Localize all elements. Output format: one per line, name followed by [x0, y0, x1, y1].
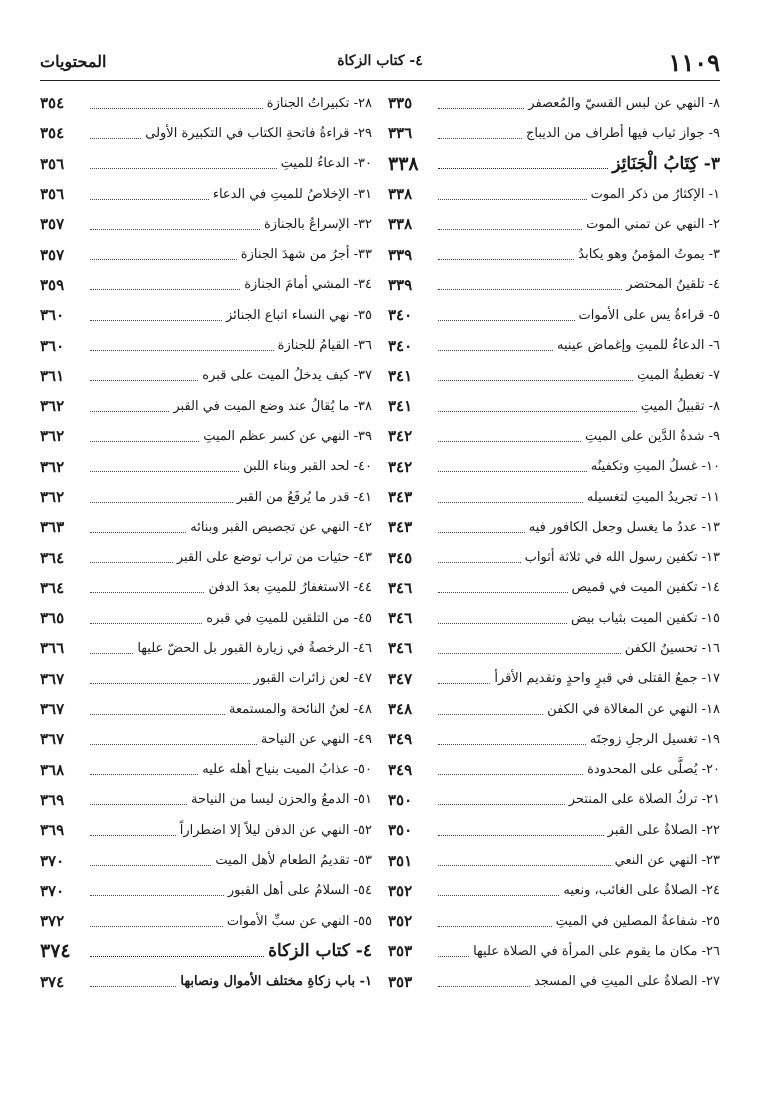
toc-entry-title: ٢٠- يُصلَّى على المحدودة — [587, 762, 720, 778]
toc-entry-title: ١٧- جمعُ القتلى في قبرٍ واحدٍ وتقديم الأقرأ — [494, 671, 720, 687]
toc-entry — [388, 633, 720, 663]
toc-entry-page: ٣٣٨ — [388, 152, 419, 175]
toc-entry-title: ٥- قراءةُ يس على الأموات — [578, 307, 720, 323]
dot-leader — [438, 804, 565, 805]
running-section-title: المحتويات — [40, 52, 107, 71]
toc-entry — [388, 967, 720, 997]
toc-entry — [40, 815, 372, 845]
toc-entry — [40, 118, 372, 148]
dot-leader — [90, 623, 202, 624]
dot-leader — [438, 562, 521, 563]
toc-entry-page: ٣٦٧ — [40, 700, 65, 719]
dot-leader — [438, 623, 567, 624]
toc-entry — [388, 906, 720, 936]
toc-entry — [388, 845, 720, 875]
toc-entry-title: ٤٧- لعن زائرات القبور — [253, 671, 372, 687]
toc-entry — [40, 573, 372, 603]
toc-entry-title: ١٤- تكفين الميت في قميص — [571, 580, 720, 596]
toc-entry-page: ٣٦٦ — [40, 639, 65, 658]
toc-entry-page: ٣٦٨ — [40, 760, 65, 779]
toc-entry — [388, 482, 720, 512]
toc-entry-page: ٣٤٢ — [388, 427, 413, 446]
toc-entry-title: ٤٤- الاستغفارُ للميتِ بعدَ الدفن — [208, 580, 372, 596]
toc-entry — [388, 391, 720, 421]
toc-entry — [40, 755, 372, 785]
toc-entry-title: ٢٦- مكان ما يقوم على المرأة في الصلاة عليها — [473, 943, 720, 959]
dot-leader — [438, 744, 586, 745]
toc-entry-title: ٤١- قدر ما يُرفَعُ من القبر — [236, 489, 372, 505]
dot-leader — [438, 350, 553, 351]
toc-entry — [388, 936, 720, 966]
toc-entry-title: ٣٢- الإسراعُ بالجنازة — [264, 216, 372, 232]
toc-entry-page: ٣٤٦ — [388, 578, 413, 597]
toc-entry-page: ٣٧٢ — [40, 912, 65, 931]
toc-entry-title: ٢٥- شفاعةُ المصلين في الميتِ — [555, 913, 720, 929]
dot-leader — [90, 471, 239, 472]
dot-leader — [438, 380, 633, 381]
dot-leader — [90, 502, 233, 503]
toc-entry — [388, 361, 720, 391]
dot-leader — [90, 562, 173, 563]
dot-leader — [438, 108, 524, 109]
dot-leader — [438, 259, 574, 260]
toc-entry-title: ٨- النهي عن لبس القسيّ والمُعصفر — [528, 95, 720, 111]
toc-entry-title: ٣٣- أجرُ من شهدَ الجنازة — [240, 247, 372, 263]
dot-leader — [90, 865, 211, 866]
page-header — [40, 48, 720, 80]
toc-entry-page: ٣٣٥ — [388, 94, 413, 113]
toc-entry — [388, 876, 720, 906]
toc-entry-page: ٣٤٠ — [388, 306, 413, 325]
toc-entry-title: ٢- النهي عن تمني الموت — [586, 216, 720, 232]
toc-entry — [388, 300, 720, 330]
toc-entry — [40, 906, 372, 936]
toc-entry — [40, 239, 372, 269]
toc-entry-page: ٣٣٩ — [388, 245, 413, 264]
toc-chapter-heading — [40, 936, 372, 966]
toc-column-left — [40, 88, 372, 997]
toc-entry — [40, 209, 372, 239]
toc-entry-page: ٣٦٣ — [40, 518, 65, 537]
toc-entry-page: ٣٧٤ — [40, 940, 71, 963]
toc-entry — [40, 603, 372, 633]
header-rule — [40, 80, 720, 81]
dot-leader — [90, 411, 169, 412]
dot-leader — [438, 199, 587, 200]
dot-leader — [90, 956, 264, 957]
dot-leader — [90, 683, 250, 684]
dot-leader — [90, 804, 187, 805]
toc-entry — [388, 452, 720, 482]
toc-entry-page: ٣٤١ — [388, 397, 413, 416]
toc-entry-title: ٤٩- النهي عن النياحة — [260, 731, 372, 747]
toc-entry-title: ٤٥- من التلقين للميتِ في قبره — [206, 610, 372, 626]
dot-leader — [90, 835, 176, 836]
toc-entry-title: ٣١- الإخلاصُ للميتِ في الدعاء — [212, 186, 372, 202]
dot-leader — [438, 471, 587, 472]
dot-leader — [438, 683, 490, 684]
toc-entry-title: ٩- جواز ثياب فيها أطراف من الديباج — [525, 125, 720, 141]
toc-entry — [40, 179, 372, 209]
dot-leader — [90, 592, 204, 593]
toc-entry-title: ٣٥- نهي النساء اتباع الجنائز — [225, 307, 372, 323]
toc-entry — [388, 542, 720, 572]
toc-entry — [40, 361, 372, 391]
toc-entry-title: ٤٨- لعنُ النائحة والمستمعة — [229, 701, 372, 717]
toc-entry-page: ٣٦٧ — [40, 669, 65, 688]
toc-entry-title: ٥٤- السلامُ على أهل القبور — [227, 883, 372, 899]
toc-entry-page: ٣٦١ — [40, 366, 65, 385]
toc-entry-page: ٣٤٣ — [388, 518, 413, 537]
toc-entry-page: ٣٦٤ — [40, 548, 65, 567]
toc-entry-title: ٣- كِتَابُ الْجَنَائِز — [612, 153, 720, 174]
toc-entry-title: ٤٣- حثيات من تراب توضع على القبر — [176, 550, 372, 566]
running-chapter-title: ٤- كتاب الزكاة — [337, 53, 423, 69]
toc-entry-page: ٣٥٦ — [40, 154, 65, 173]
toc-entry — [40, 149, 372, 179]
page-number: ١١٠٩ — [668, 48, 720, 77]
toc-entry-title: ٣٧- كيف يدخلُ الميت على قبره — [202, 368, 372, 384]
toc-entry-page: ٣٤٩ — [388, 760, 413, 779]
toc-entry — [388, 512, 720, 542]
toc-entry-page: ٣٣٩ — [388, 275, 413, 294]
toc-entry-page: ٣٦٧ — [40, 730, 65, 749]
toc-entry — [388, 573, 720, 603]
toc-entry-page: ٣٥٦ — [40, 185, 65, 204]
toc-entry-page: ٣٣٨ — [388, 185, 413, 204]
dot-leader — [90, 168, 277, 169]
toc-entry-page: ٣٥٣ — [388, 972, 413, 991]
toc-entry — [40, 512, 372, 542]
toc-entry-page: ٣٥٧ — [40, 215, 65, 234]
toc-entry — [40, 785, 372, 815]
toc-chapter-heading — [388, 149, 720, 179]
toc-entry-title: ٣٩- النهي عن كسر عظم الميتِ — [203, 428, 372, 444]
toc-entry-page: ٣٤٧ — [388, 669, 413, 688]
dot-leader — [438, 289, 622, 290]
toc-entry-page: ٣٤٦ — [388, 609, 413, 628]
toc-entry-page: ٣٤٦ — [388, 639, 413, 658]
dot-leader — [438, 532, 525, 533]
toc-entry-title: ٢٣- النهي عن النعي — [614, 853, 720, 869]
toc-entry-page: ٣٧٠ — [40, 851, 65, 870]
toc-entry — [388, 179, 720, 209]
toc-entry — [388, 694, 720, 724]
toc-entry — [388, 815, 720, 845]
toc-entry-title: ٢٢- الصلاةُ على القبر — [607, 822, 720, 838]
dot-leader — [90, 199, 209, 200]
toc-entry-page: ٣٤٨ — [388, 700, 413, 719]
toc-entry-title: ١- الإكثارُ من ذكر الموت — [590, 186, 720, 202]
dot-leader — [438, 835, 604, 836]
toc-entry-title: ٨- تقبيلُ الميتِ — [640, 398, 720, 414]
dot-leader — [90, 774, 198, 775]
toc-entry — [40, 633, 372, 663]
toc-entry-page: ٣٣٦ — [388, 124, 413, 143]
toc-entry-page: ٣٤٢ — [388, 457, 413, 476]
toc-entry-page: ٣٦٤ — [40, 578, 65, 597]
dot-leader — [438, 229, 582, 230]
dot-leader — [90, 138, 141, 139]
toc-entry-page: ٣٥١ — [388, 851, 413, 870]
toc-entry-page: ٣٦٢ — [40, 457, 65, 476]
toc-entry-page: ٣٥٧ — [40, 245, 65, 264]
dot-leader — [438, 653, 621, 654]
toc-entry-title: ٥٥- النهي عن سبِّ الأموات — [226, 913, 372, 929]
toc-entry-page: ٣٧٤ — [40, 972, 65, 991]
toc-entry-page: ٣٧٠ — [40, 881, 65, 900]
toc-entry-title: ٦- الدعاءُ للميتِ وإغماض عينيه — [557, 338, 720, 354]
dot-leader — [90, 986, 176, 987]
toc-entry-page: ٣٦٠ — [40, 306, 65, 325]
dot-leader — [90, 320, 222, 321]
dot-leader — [90, 289, 240, 290]
toc-entry-title: ٥٠- عذابُ الميت بنياح أهله عليه — [202, 762, 372, 778]
toc-entry-page: ٣٤٩ — [388, 730, 413, 749]
toc-entry — [388, 755, 720, 785]
dot-leader — [438, 956, 469, 957]
toc-entry-page: ٣٤٣ — [388, 488, 413, 506]
toc-entry-title: ٢١- تركُ الصلاة على المنتحر — [568, 792, 720, 808]
dot-leader — [90, 380, 198, 381]
dot-leader — [90, 926, 223, 927]
dot-leader — [90, 895, 224, 896]
toc-entry — [40, 300, 372, 330]
toc-entry — [40, 421, 372, 451]
toc-entry — [40, 542, 372, 572]
toc-entry-page: ٣٥٠ — [388, 790, 413, 809]
toc-entry-title: ٢٨- تكبيراتُ الجنازة — [266, 95, 372, 111]
toc-entry-title: ٣٨- ما يُقالُ عند وضع الميت في القبر — [173, 398, 372, 414]
toc-entry — [388, 270, 720, 300]
toc-entry-page: ٣٦٠ — [40, 336, 65, 355]
toc-entry-title: ٣٦- القيامُ للجنازة — [277, 338, 372, 354]
dot-leader — [90, 714, 225, 715]
toc-entry-title: ٥٣- تقديمُ الطعام لأهل الميت — [215, 853, 372, 869]
dot-leader — [438, 411, 637, 412]
dot-leader — [438, 774, 583, 775]
dot-leader — [438, 986, 530, 987]
toc-entry-title: ١٣- عددُ ما يغسل وجعل الكافور فيه — [528, 519, 720, 535]
toc-entry-title: ٤- تلقينُ المحتضر — [626, 277, 720, 293]
toc-entry-page: ٣٦٢ — [40, 397, 65, 416]
toc-entry-title: ١٨- النهي عن المغالاة في الكفن — [547, 701, 720, 717]
dot-leader — [90, 653, 133, 654]
toc-entry-title: ٥٢- النهي عن الدفن ليلاً إلا اضطراراً — [179, 822, 372, 838]
toc-entry — [388, 603, 720, 633]
toc-entry — [388, 664, 720, 694]
toc-entry-page: ٣٥٤ — [40, 124, 65, 143]
toc-entry — [388, 88, 720, 118]
dot-leader — [90, 229, 260, 230]
toc-entry-title: ٣- يموتُ المؤمنُ وهو يكابدُ — [578, 247, 720, 263]
dot-leader — [438, 320, 575, 321]
toc-entry — [40, 664, 372, 694]
dot-leader — [438, 168, 608, 169]
toc-entry-page: ٣٣٨ — [388, 215, 413, 234]
toc-entry-page: ٣٤١ — [388, 366, 413, 385]
toc-entry-title: ١٩- تغسيل الرجلِ زوجتَه — [589, 731, 720, 747]
toc-entry — [40, 391, 372, 421]
toc-entry-page: ٣٥٣ — [388, 942, 413, 961]
toc-entry-title: ١٥- تكفين الميت بثياب بيض — [571, 610, 720, 626]
toc-entry — [388, 421, 720, 451]
toc-entry — [388, 118, 720, 148]
toc-entry — [388, 239, 720, 269]
toc-entry-title: ١١- تجريدُ الميتِ لتغسيله — [586, 489, 720, 505]
toc-entry-page: ٣٤٥ — [388, 548, 413, 567]
toc-entry-title: ٧- تغطيةُ الميتِ — [637, 368, 720, 384]
dot-leader — [90, 441, 199, 442]
toc-entry — [40, 967, 372, 997]
toc-entry-title: ٢٩- قراءةُ فاتحةِ الكتاب في التكبيرة الأولى — [145, 125, 372, 141]
toc-entry — [388, 330, 720, 360]
dot-leader — [90, 350, 274, 351]
toc-entry — [40, 88, 372, 118]
toc-entry-title: ٢٧- الصلاةُ على الميتِ في المسجد — [533, 974, 720, 990]
toc-column-right — [388, 88, 720, 997]
dot-leader — [438, 714, 543, 715]
dot-leader — [90, 532, 186, 533]
toc-entry — [40, 724, 372, 754]
dot-leader — [438, 926, 552, 927]
toc-entry-page: ٣٥٠ — [388, 821, 413, 840]
dot-leader — [438, 865, 611, 866]
toc-entry — [388, 209, 720, 239]
dot-leader — [90, 744, 257, 745]
toc-entry-page: ٣٥٢ — [388, 912, 413, 931]
toc-entry-page: ٣٥٢ — [388, 881, 413, 900]
toc-entry — [40, 694, 372, 724]
toc-entry — [40, 845, 372, 875]
toc-entry-page: ٣٦٥ — [40, 609, 65, 628]
toc-entry-page: ٣٦٩ — [40, 790, 65, 809]
toc-entry-title: ١٠- غسلُ الميتِ وتكفينُه — [590, 459, 720, 475]
toc-entry — [388, 724, 720, 754]
dot-leader — [438, 592, 568, 593]
toc-entry-title: ٤٦- الرخصةُ في زيارة القبور بل الحضّ عليها — [137, 640, 372, 656]
toc-entry-title: ٤٠- لحد القبر وبناء اللبن — [243, 459, 372, 475]
toc-entry-title: ٤٢- النهي عن تجصيص القبر وبنائه — [190, 519, 372, 535]
toc-entry-page: ٣٦٢ — [40, 488, 65, 506]
toc-entry-title: ٩- شدةُ الدَّين على الميتِ — [584, 428, 720, 444]
toc-entry — [40, 330, 372, 360]
toc-entry-title: ١٣- تكفين رسول الله في ثلاثة أثواب — [524, 550, 720, 566]
dot-leader — [90, 108, 263, 109]
toc-entry-title: ١- باب زكاةِ مختلف الأموال ونصابها — [180, 974, 372, 990]
toc-entry-title: ٢٤- الصلاةُ على الغائب، ونعيه — [563, 883, 720, 899]
toc-entry-page: ٣٤٠ — [388, 336, 413, 355]
toc-entry-title: ١٦- تحسينُ الكفن — [624, 640, 720, 656]
toc-entry — [40, 876, 372, 906]
toc-entry-page: ٣٥٤ — [40, 94, 65, 113]
toc-entry-page: ٣٦٢ — [40, 427, 65, 446]
toc-entry-title: ٥١- الدمعُ والحزن ليسا من النياحة — [191, 792, 372, 808]
dot-leader — [90, 259, 237, 260]
dot-leader — [438, 441, 581, 442]
toc-entry-page: ٣٦٩ — [40, 821, 65, 840]
dot-leader — [438, 895, 559, 896]
dot-leader — [438, 502, 583, 503]
toc-entry — [40, 452, 372, 482]
toc-entry-title: ٣٠- الدعاءُ للميتِ — [280, 156, 372, 172]
toc-entry-title: ٤- كتاب الزكاة — [268, 941, 372, 962]
toc-entry — [40, 482, 372, 512]
toc-entry-page: ٣٥٩ — [40, 275, 65, 294]
toc-entry — [40, 270, 372, 300]
toc-entry — [388, 785, 720, 815]
dot-leader — [438, 138, 522, 139]
toc-entry-title: ٣٤- المشي أمامَ الجنازة — [244, 277, 372, 293]
